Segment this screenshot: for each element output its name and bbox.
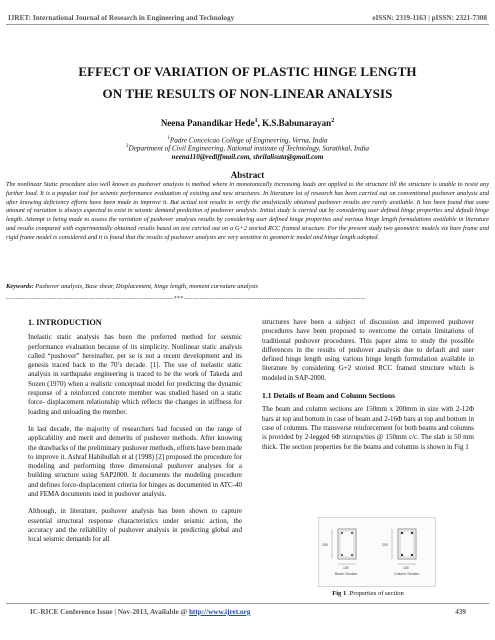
issn: eISSN: 2319-1163 | pISSN: 2321-7308 xyxy=(372,14,487,22)
affiliation-1-sup: 1 xyxy=(167,136,170,141)
introduction-paragraph-1: Inelastic static analysis has been the preferred method for seismic performance evaluation because of its simplicity. Nonlinear static analysis called “pushover” hereinafter, per se is not a recent development and its genesis traced back to the 70’s decade. [1]. The use of inelastic static analysis in earthquake engineering is traced to be the work of Takeda and Sozen (1970) when a realistic conceptual model for predicting the dynamic response of a reinforced concrete member was studied based on a static force- displacement relationship which reflects the changes in stiffness for loading and unloading the member. xyxy=(28,333,242,416)
section-divider: -------------------------------------------------------------------------***------------------------------------------------------------------------------- xyxy=(6,296,366,302)
author-2-sup: 2 xyxy=(331,118,335,124)
footer-source xyxy=(30,608,250,616)
figure-caption xyxy=(262,590,474,597)
beam-bar xyxy=(341,532,343,534)
journal-link[interactable]: http://www.ijret.org xyxy=(188,608,251,616)
beam-bar xyxy=(341,554,343,556)
beam-column-paragraph: The beam and column sections are 150mm x 200mm in size with 2-12Φ bars at top and bottom in case of beam and 2-16Φ bars at top and bottom in case of columns. The transverse reinforcement for both beams and columns is provided by 2-legged 6Φ stirrups/ties @ 150mm c/c. The slab is 50 mm thick. The section properties for the beams and columns is shown in Fig 1 xyxy=(262,405,474,451)
introduction-paragraph-3: Although, in literature, pushover analysis has been shown to capture essential structural response characteristics under seismic action, the accuracy and the reliability of pushover analysis in predicting global and local seismic demands for all xyxy=(28,507,242,544)
author-line xyxy=(0,118,495,128)
keywords xyxy=(6,283,489,290)
author-separator: , xyxy=(257,118,263,128)
column-section-label: Column Section xyxy=(394,572,420,576)
paper-title-line1: EFFECT OF VARIATION OF PLASTIC HINGE LENGTH xyxy=(78,64,417,79)
affiliation-2 xyxy=(0,144,495,152)
page-footer xyxy=(30,608,466,616)
beam-dim-200: 200 xyxy=(322,543,328,547)
figure-caption-number: Fig 1 xyxy=(332,590,347,597)
affiliation-1-text: Padre Conceicao College of Engineering, Verna, India xyxy=(169,136,328,145)
affiliation-2-text: Department of Civil Engineering, National institute of Technology, Surathkal, India xyxy=(128,144,369,153)
figure-caption-text: .Properties of section xyxy=(346,590,404,597)
beam-bar xyxy=(351,532,353,534)
section-drawing xyxy=(318,517,436,587)
introduction-paragraph-2: In last decade, the majority of researchers had focused on the range of applicability and merit and demerits of pushover methods. After knowing the drawbacks of the preliminary pushover methods, efforts have been made to improve it. Ashraf Habibullah et al (1998) [2] proposed the procedure for modeling and performing three dimensional pushover analyses for a building structure using SAP2000. It documents the modeling procedure and defines force-displacement criteria for hinges as documented in ATC-40 and FEMA documents used in pushover analysis. xyxy=(28,424,242,499)
abstract-heading: Abstract xyxy=(230,170,265,180)
column-bar xyxy=(411,554,413,556)
keywords-text: Pushover analysis, Base shear, Displacement, hinge length, moment curvature analysis xyxy=(33,283,259,290)
beam-section-label: Beam Section xyxy=(335,572,358,576)
paper-title-line2: ON THE RESULTS OF NON-LINEAR ANALYSIS xyxy=(102,86,393,101)
figure-frame xyxy=(319,518,436,587)
column-bar xyxy=(401,554,403,556)
beam-bar xyxy=(351,554,353,556)
section-properties-figure xyxy=(318,517,436,587)
journal-name: IJRET: International Journal of Research in Engineering and Technology xyxy=(8,14,235,22)
author-1-sup: 1 xyxy=(254,118,258,124)
column-dim-200: 200 xyxy=(382,543,388,547)
footer-text: IC-RICE Conference Issue | Nov-2013, Available @ xyxy=(30,608,189,616)
column-dim-150: 150 xyxy=(403,566,409,570)
abstract-text: The nonlinear Static procedure also well known as pushover analysis is method where in monotonically increasing loads are applied to the structure till the structure is unable to resist any further load. It is a popular tool for seismic performance evaluation of existing and new structures. In literature lot of research has been carried out on conventional pushover analysis and after knowing deficiency efforts have been made to improve it. But actual test results to verify the analytically obtained pushover results are rarely available. It has been found that some amount of variation is always expected to exist in seismic demand prediction of pushover analysis. Initial study is carried out by considering user defined hinge properties and default hinge length. Attempt is being made to assess the variation of pushover analysis results by considering user defined hinge properties and various hinge length formulations available in literature and results compared with experimentally obtained results based on test carried out on a G+2 storied RCC framed structure. For the present study two geometric models viz bare frame and rigid frame model is considered and it is found that the results of pushover analysis are very sensitive to geometric model and hinge length adopted. xyxy=(6,181,489,241)
beam-dim-150: 150 xyxy=(343,566,349,570)
beam-column-heading: 1.1 Details of Beam and Column Sections xyxy=(262,391,396,401)
introduction-heading: 1. INTRODUCTION xyxy=(28,318,102,327)
column-bar xyxy=(401,532,403,534)
keywords-label: Keywords: xyxy=(6,283,34,290)
right-column xyxy=(262,318,474,460)
header-rule xyxy=(6,24,489,25)
running-header xyxy=(0,0,495,22)
author-1: Neena Panandikar Hede xyxy=(160,118,255,128)
left-column xyxy=(28,318,242,553)
footer-rule xyxy=(6,603,489,604)
author-2: K.S.Babunarayan xyxy=(262,118,332,128)
author-emails: neena110@rediffmail.com, shrilalisuta@gmail.com xyxy=(171,153,324,161)
affiliation-2-sup: 2 xyxy=(126,144,129,149)
column-bar xyxy=(411,532,413,534)
introduction-paragraph-4: structures have been a subject of discussion and improved pushover procedures have been proposed to overcome the certain limitations of traditional pushover procedures. This paper aims to study the possible differences in the results of pushover analysis due to default and user defined hinge length using various hinge length formulation available in literature by considering G+2 storied RCC framed structure which is modeled in SAP-2000. xyxy=(262,318,474,382)
page-number: 439 xyxy=(455,608,466,616)
